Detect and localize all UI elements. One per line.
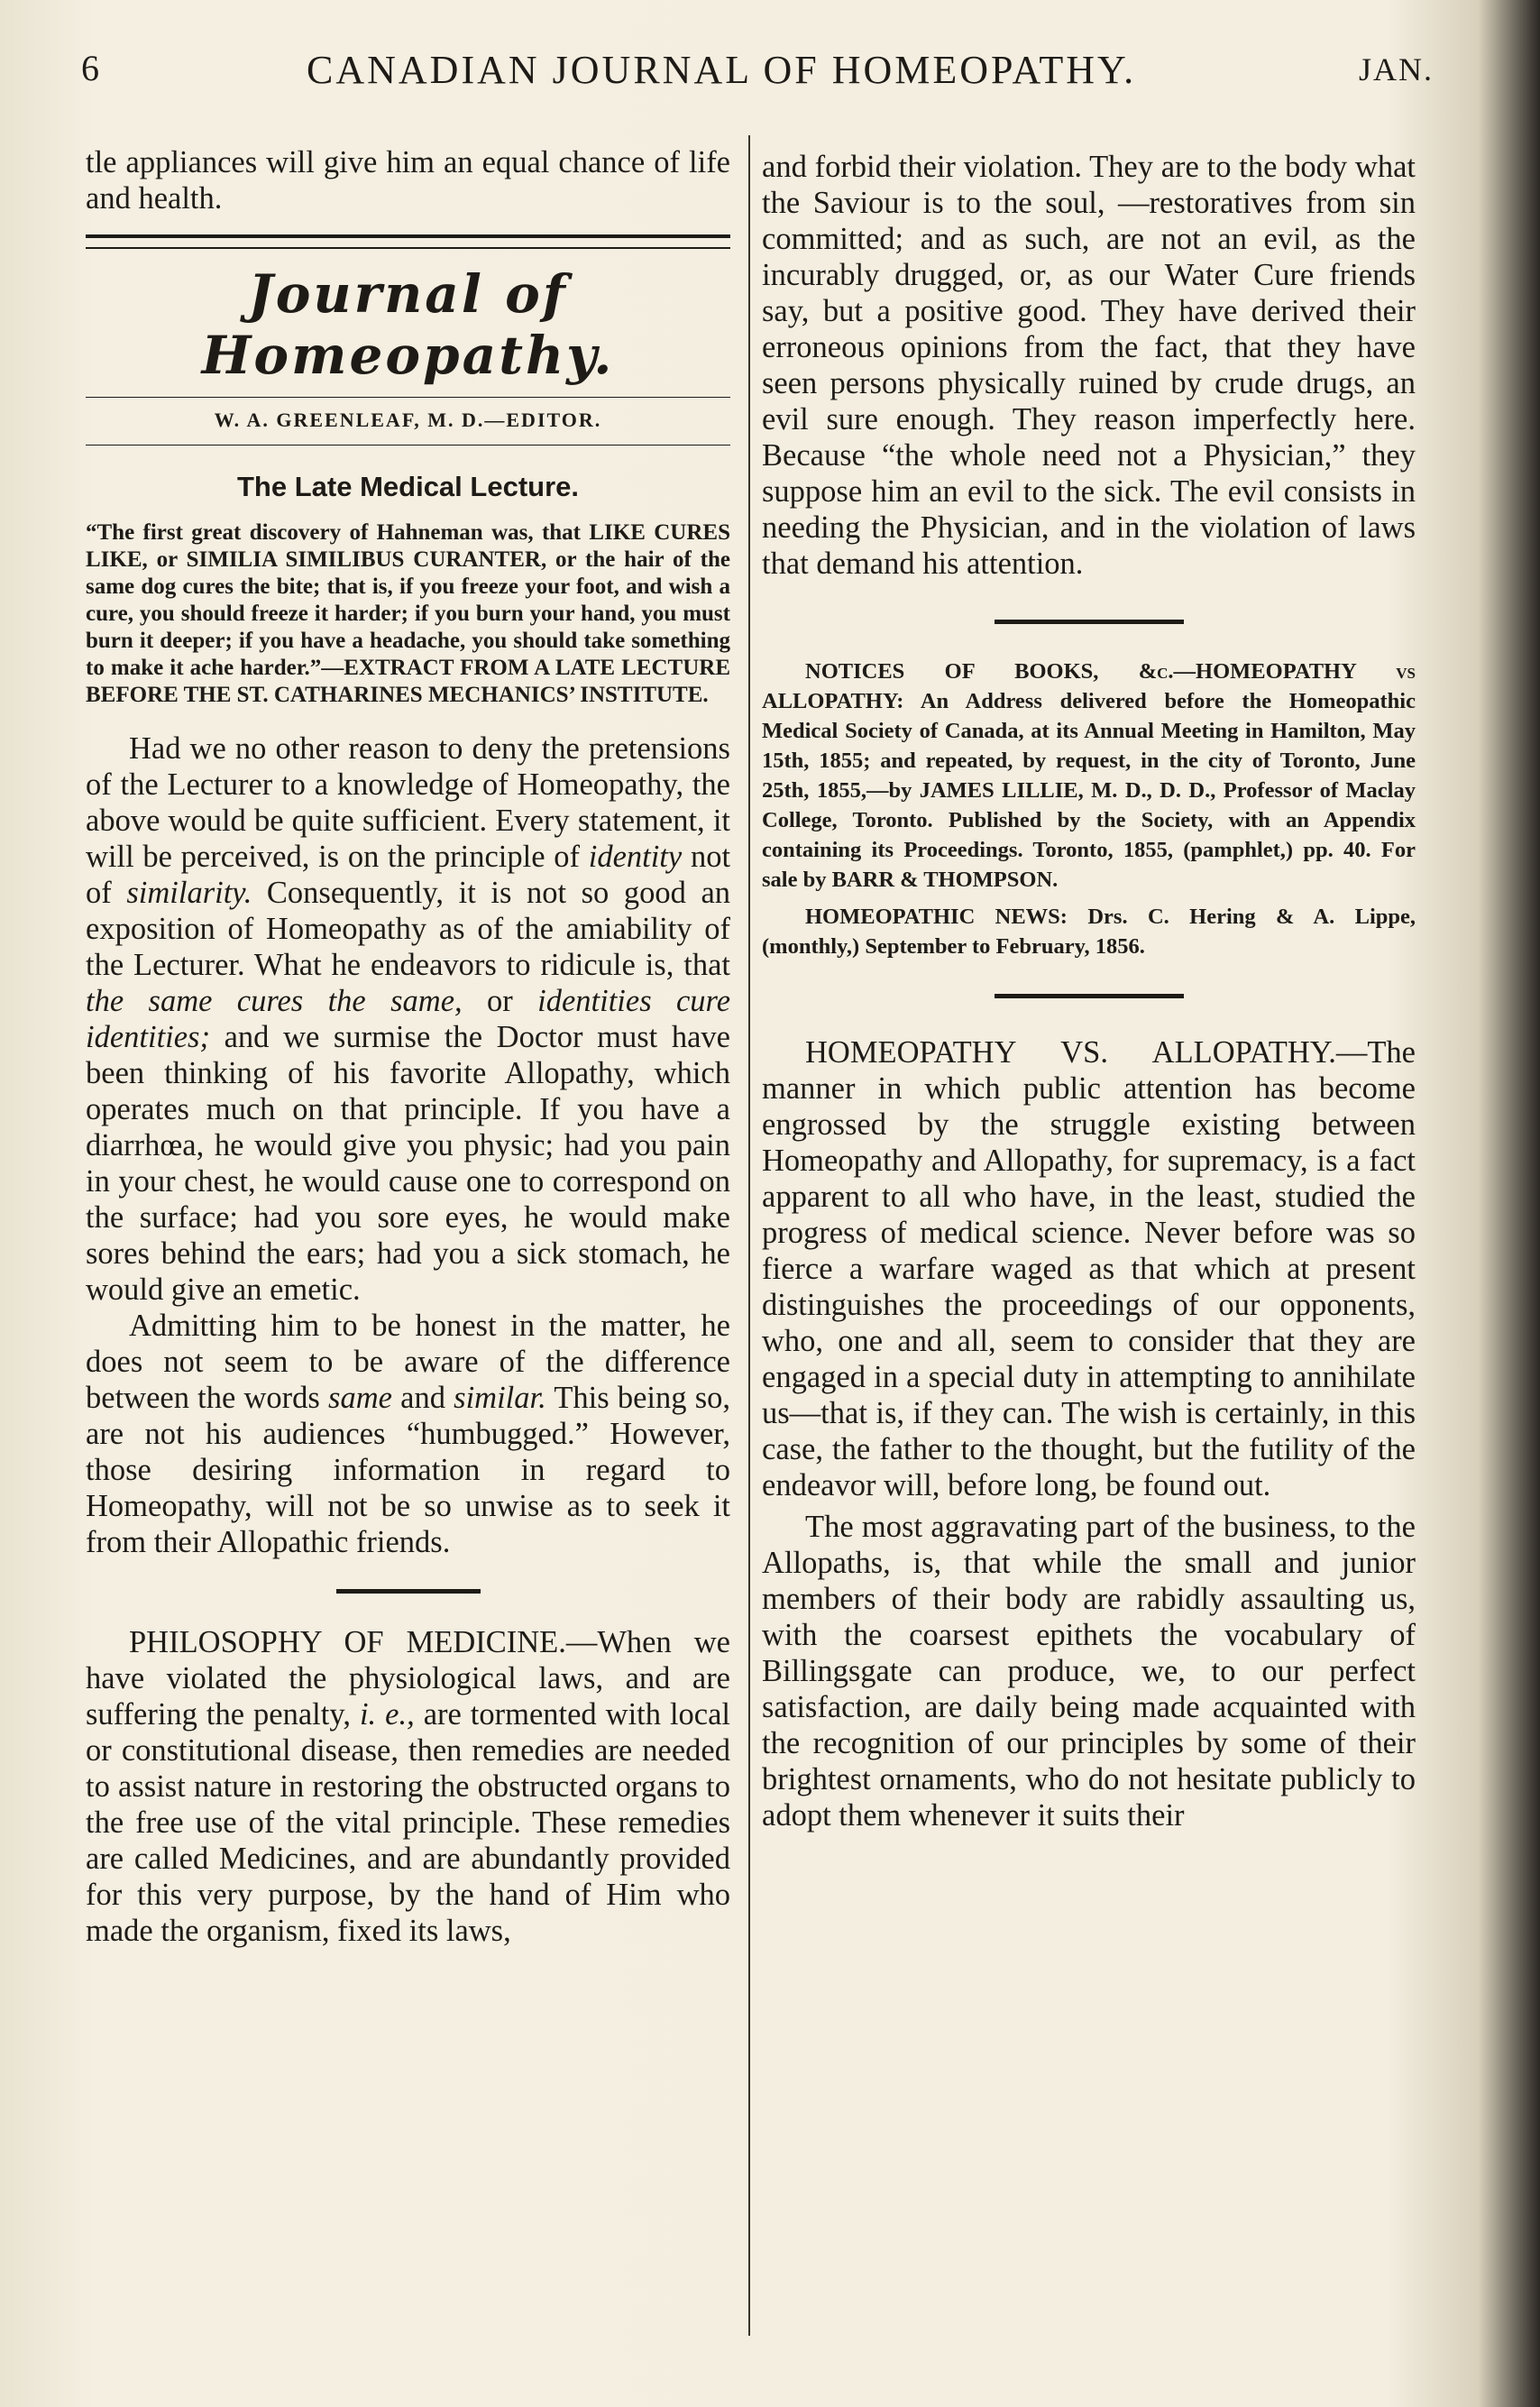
- article-title: The Late Medical Lecture.: [237, 471, 579, 502]
- text-run: An Address delivered before the Homeopathic Medical Society of Canada, at its Annual Meeting in Hamilton, May 15th, 1855; and repeated, by request, in the city of Toronto, June 25th, 1855,—by JAMES LILLIE, M. D., D. D., Professor of Maclay College, Toronto. Published by the Society, with an Appendix containing its Proceedings. Toronto, 1855, (pamphlet,) pp. 40. For sale by BARR & THOMPSON.: [762, 689, 1416, 892]
- paragraph: [86, 730, 730, 1308]
- italic-text: identities cure identities;: [86, 984, 731, 1054]
- text-run: This being so, are not his audiences “humbugged.” However, those desiring information in regard to Homeopathy, will not be so unwise as to seek it from their Allopathic friends.: [86, 1381, 730, 1559]
- continuation-text: tle appliances will give him an equal chance of life and health.: [86, 145, 730, 216]
- text-run: —The manner in which public attention has become engrossed by the struggle existing between Homeopathy and Allopathy, for supremacy, is a fact apparent to all who have, in the least, studied the progress of medical science. Never before was so fierce a warfare waged as that which at present distinguishes the proceedings of our opponents, who, one and all, seem to consider that they are engaged in a special duty in attempting to annihilate us—that is, if they can. The wish is certainly, in this case, the father to the thought, but the futility of the endeavor will, before long, be found out.: [762, 1035, 1416, 1502]
- italic-text: same: [328, 1381, 392, 1415]
- epigraph: “The first great discovery of Hahneman was, that LIKE CURES LIKE, or SIMILIA SIMILIBUS CURANTER, or the hair of the same dog cures the bite; that is, if you freeze your foot, and wish a cure, you should freeze it harder; if you burn your hand, you must burn it deeper; if you have a headache, you should take something to make it ache harder.”—EXTRACT FROM A LATE LECTURE BEFORE THE ST. CATHARINES MECHANICS’ INSTITUTE.: [86, 520, 730, 707]
- italic-text: i. e.,: [359, 1697, 415, 1732]
- text-run: are tormented with local or constitutional disease, then remedies are needed to assist nature in restoring the obstructed organs to the free use of the vital principle. These remedies are called Medicines, and are abundantly provided for this very purpose, by the hand of Him who made the organism, fixed its laws,: [86, 1697, 731, 1948]
- paragraph: [762, 1034, 1416, 1503]
- section-heading: NOTICES OF BOOKS, &c.—HOMEOPATHY vs ALLOPATHY:: [762, 659, 1416, 713]
- italic-text: identity: [588, 840, 683, 874]
- news-paragraph: [762, 902, 1416, 961]
- text-run: Consequently, it is not so good an exposition of Homeopathy as of the amiability of the Lecturer. What he endeavors to ridicule is, that: [86, 876, 731, 982]
- italic-text: the same cures the same,: [86, 984, 463, 1018]
- text-run: and: [400, 1381, 445, 1415]
- paragraph: The most aggravating part of the business, to the Allopaths, is, that while the small and junior members of their body are rabidly assaulting us, with the coarsest epithets the vocabulary of Billingsgate can produce, we, to our perfect satisfaction, are daily being made acquainted with the recognition of our principles by some of their brightest ornaments, who do not hesitate publicly to adopt them whenever it suits their: [762, 1510, 1416, 1833]
- continuation-text: and forbid their violation. They are to the body what the Saviour is to the soul, —restoratives from sin committed; and as such, are not an evil, as the incurably drugged, or, as our Water Cure friends say, but a positive good. They have derived their erroneous opinions from the fact, that they have seen persons physically ruined by crude drugs, an evil sure enough. They reason imperfectly here. Because “the whole need not a Physician,” they suppose him an evil to the sick. The evil consists in needing the Physician, and in the violation of laws that demand his attention.: [762, 150, 1416, 581]
- section-heading: HOMEOPATHIC NEWS:: [805, 905, 1068, 929]
- issue-month: JAN.: [1358, 51, 1434, 87]
- column-divider: [748, 135, 750, 2336]
- section-heading: HOMEOPATHY VS. ALLOPATHY.: [805, 1035, 1336, 1070]
- section-rule: [995, 994, 1184, 998]
- masthead-rule: [86, 247, 730, 249]
- left-column: [86, 144, 730, 1949]
- section-rule: [995, 620, 1184, 624]
- italic-text: similarity.: [126, 876, 252, 910]
- paragraph: [86, 1624, 730, 1949]
- text-run: or: [487, 984, 513, 1018]
- text-run: not of: [86, 840, 731, 910]
- text-run: —When we have violated the physiological laws, and are suffering the penalty,: [86, 1625, 730, 1732]
- masthead: Journal of Homeopathy.: [201, 263, 615, 386]
- right-column: [762, 149, 1416, 1833]
- section-rule: [336, 1589, 481, 1594]
- masthead-block: [86, 234, 730, 446]
- notices-paragraph: [762, 657, 1416, 895]
- running-head: [81, 47, 1434, 101]
- text-run: and we surmise the Doctor must have been thinking of his favorite Allopathy, which operates much on that principle. If you have a diarrhœa, he would give you physic; had you pain in your chest, he would cause one to correspond on the surface; had you sore eyes, he would make sores behind the ears; had you a sick stomach, he would give an emetic.: [86, 1020, 730, 1307]
- paragraph: [86, 1308, 730, 1560]
- text-run: Drs. C. Hering & A. Lippe, (monthly,) September to February, 1856.: [762, 905, 1416, 959]
- page-number: 6: [81, 48, 99, 88]
- journal-title: CANADIAN JOURNAL OF HOMEOPATHY.: [307, 48, 1137, 92]
- text-run: Had we no other reason to deny the pretensions of the Lecturer to a knowledge of Homeopathy, the above would be quite sufficient. Every statement, it will be perceived, is on the principle of: [86, 731, 730, 874]
- editor-line: W. A. GREENLEAF, M. D.—EDITOR.: [86, 397, 730, 446]
- italic-text: similar.: [454, 1381, 546, 1415]
- text-run: Admitting him to be honest in the matter, he does not seem to be aware of the difference between the words: [86, 1309, 730, 1415]
- section-heading: PHILOSOPHY OF MEDICINE.: [129, 1625, 566, 1659]
